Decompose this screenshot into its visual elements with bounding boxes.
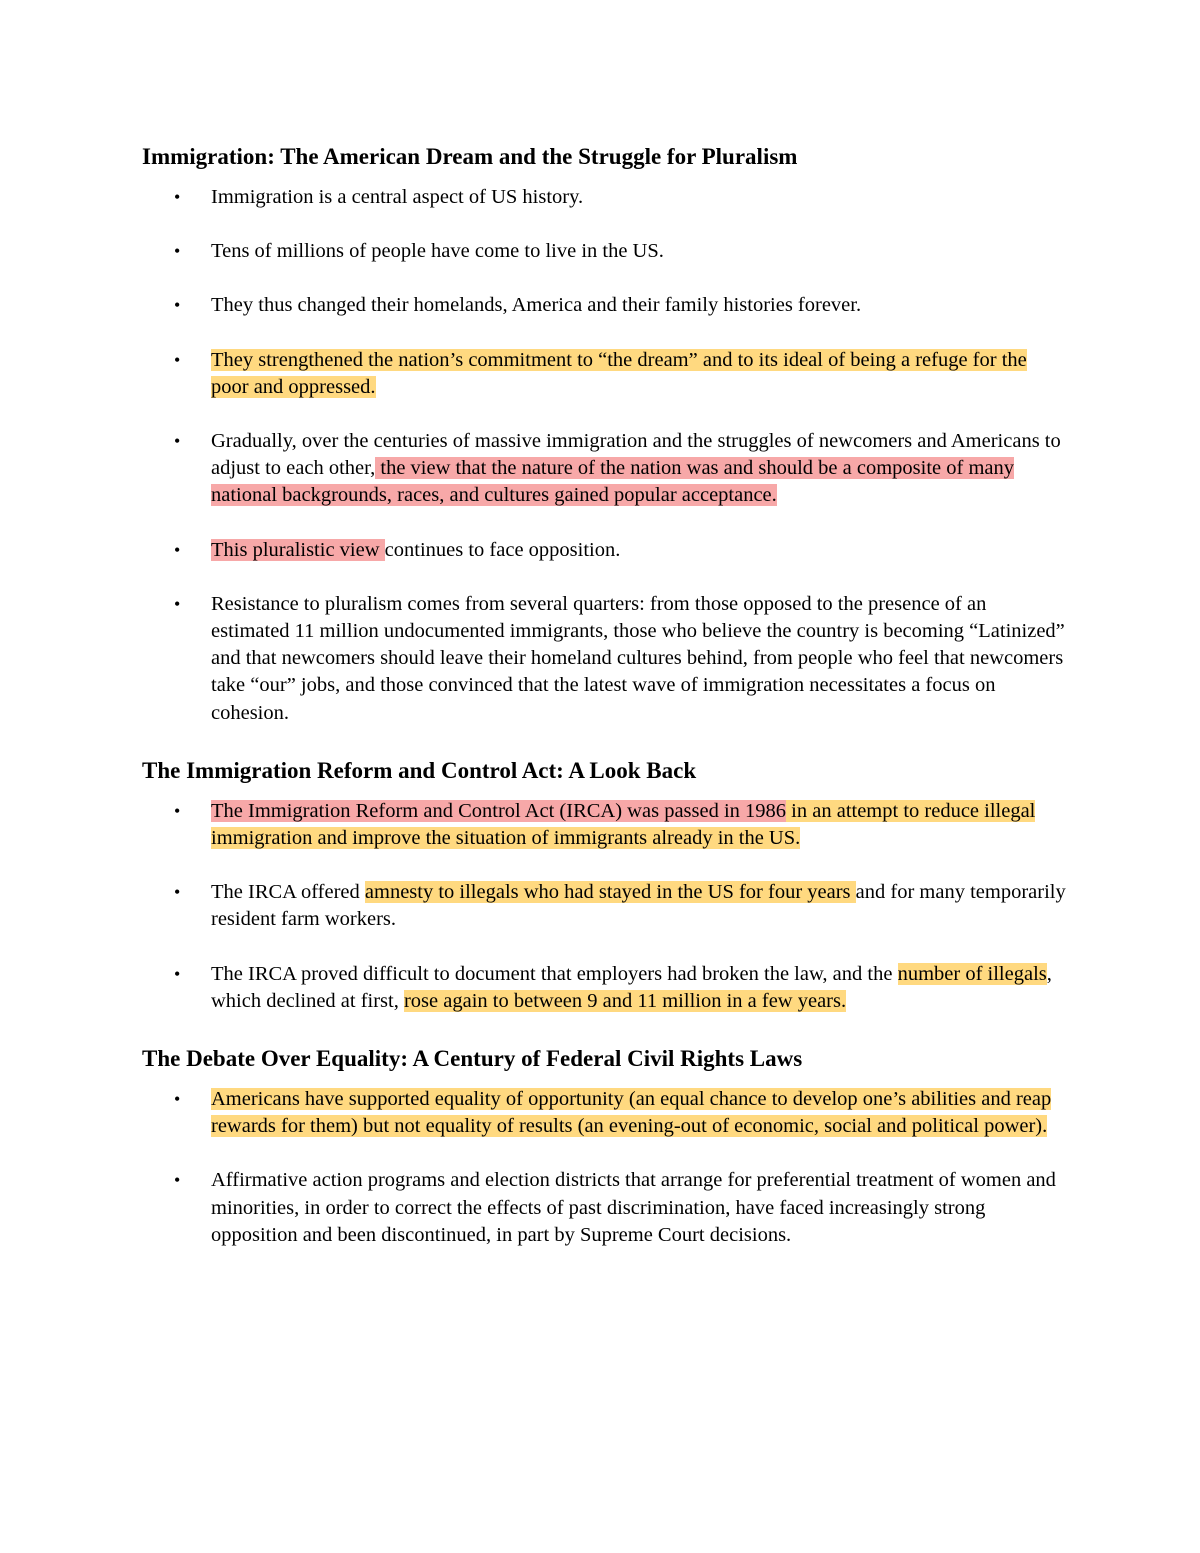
bullet-item (142, 347, 1067, 401)
highlighted-text-pink: This pluralistic view (211, 538, 385, 561)
text-segment: Affirmative action programs and election districts that arrange for preferential treatment of women and minorities, in order to correct the effects of past discrimination, have faced increasingly strong opposition and been discontinued, in part by Supreme Court decisions. (211, 1169, 1056, 1246)
text-segment: The IRCA offered (211, 881, 365, 904)
text-segment: They thus changed their homelands, America and their family histories forever. (211, 294, 862, 317)
section-heading: Immigration: The American Dream and the Struggle for Pluralism (142, 144, 798, 169)
bullet-icon: • (174, 539, 181, 560)
text-segment: and for many temporarily resident farm workers. (211, 881, 1066, 931)
bullet-list (142, 798, 1067, 1015)
bullet-item (142, 537, 1067, 564)
highlighted-text-yellow: in an attempt to reduce illegal immigration and improve the situation of immigrants already in the US. (211, 799, 1036, 850)
bullet-icon: • (174, 349, 181, 370)
text-segment: The IRCA proved difficult to document that employers had broken the law, and the (211, 962, 898, 985)
bullet-icon: • (174, 1089, 181, 1110)
bullet-item (142, 961, 1067, 1015)
section-immigration (142, 140, 1067, 727)
bullet-item (142, 184, 1067, 211)
bullet-item (142, 1167, 1067, 1249)
text-segment: Immigration is a central aspect of US history. (211, 186, 584, 208)
highlighted-text-yellow: amnesty to illegals who had stayed in the US for four years (364, 881, 856, 904)
bullet-icon: • (174, 187, 181, 207)
highlighted-text-yellow: They strengthened the nation’s commitment to “the dream” and to its ideal of being a refuge for the poor and oppressed. (211, 348, 1027, 398)
bullet-item (142, 292, 1067, 319)
bullet-icon: • (174, 800, 181, 821)
highlighted-text-yellow: rose again to between 9 and 11 million in a few years. (403, 989, 847, 1012)
bullet-icon: • (174, 593, 181, 614)
bullet-item (142, 879, 1067, 933)
bullet-list (142, 1086, 1067, 1249)
bullet-item (142, 238, 1067, 265)
bullet-item (142, 591, 1067, 727)
section-heading: The Debate Over Equality: A Century of Federal Civil Rights Laws (142, 1046, 803, 1072)
bullet-icon: • (174, 963, 181, 984)
section-equality (142, 1042, 1067, 1249)
bullet-list (142, 184, 1067, 727)
bullet-icon: • (174, 295, 181, 316)
text-segment: Resistance to pluralism comes from several quarters: from those opposed to the presence of an estimated 11 million undocumented immigrants, those who believe the country is becoming “Latinized” and that newcomers should leave their homeland cultures behind, from people who feel that newcomers take “our” jobs, and those convinced that the latest wave of immigration necessitates a focus on cohesion. (211, 592, 1065, 724)
highlighted-text-yellow: Americans have supported equality of opportunity (an equal chance to develop one’s abilities and reap rewards for them) but not equality of results (an evening-out of economic, social and political power). (211, 1088, 1052, 1138)
bullet-icon: • (174, 241, 181, 262)
text-segment: , which declined at first, (211, 962, 1052, 1012)
bullet-item (142, 1086, 1067, 1140)
text-segment: Tens of millions of people have come to live in the US. (211, 240, 664, 263)
text-segment: continues to face opposition. (384, 538, 621, 561)
bullet-icon: • (174, 882, 181, 903)
section-heading: The Immigration Reform and Control Act: A Look Back (142, 757, 697, 783)
document-page (142, 140, 1067, 1276)
highlighted-text-pink: the view that the nature of the nation was and should be a composite of many national backgrounds, races, and cultures gained popular acceptance. (211, 457, 1015, 507)
text-segment: Gradually, over the centuries of massive immigration and the struggles of newcomers and Americans to adjust to each other, (211, 430, 1061, 480)
bullet-icon: • (174, 1170, 181, 1191)
bullet-icon: • (174, 431, 181, 452)
highlighted-text-pink: The Immigration Reform and Control Act (IRCA) was passed in 1986 (211, 799, 787, 822)
highlighted-text-yellow: number of illegals (897, 962, 1047, 985)
bullet-item (142, 428, 1067, 510)
section-irca (142, 754, 1067, 1015)
bullet-item (142, 798, 1067, 852)
